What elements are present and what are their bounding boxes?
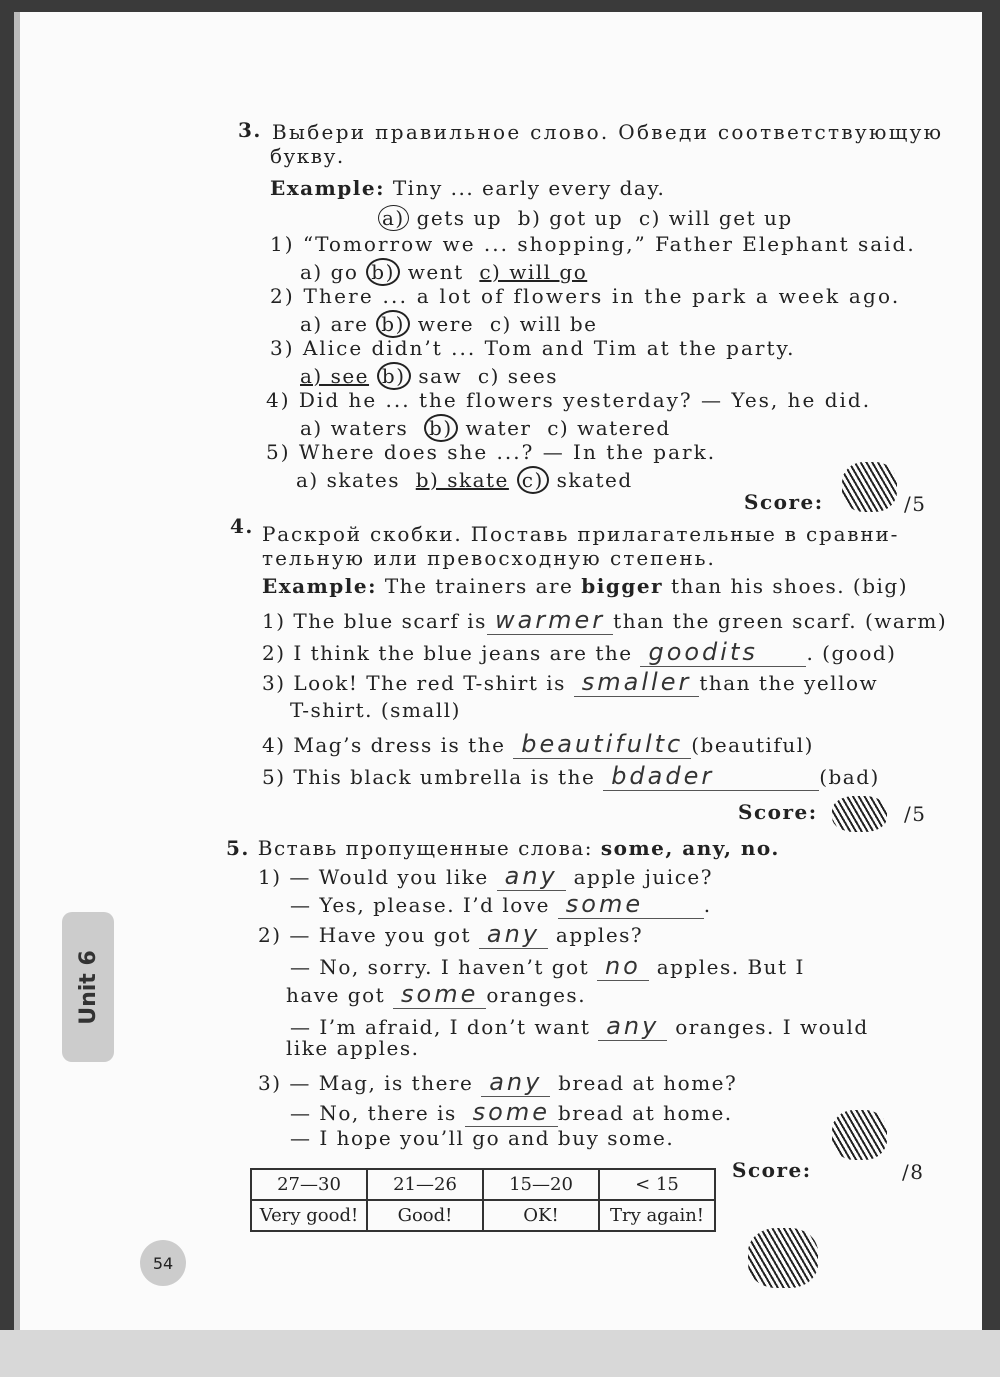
circled-option: b) [366, 258, 400, 286]
ex5-words: some, any, no. [600, 836, 780, 860]
answer-field[interactable]: some [465, 1098, 558, 1127]
option-c: c) will be [489, 312, 598, 336]
option-b: b) skate [415, 468, 509, 492]
score-scribble [842, 462, 897, 512]
unit-label: Unit 6 [75, 949, 101, 1025]
dialog-text: like apples. [286, 1036, 420, 1060]
dialog-text: bread at home? [558, 1071, 738, 1095]
sentence-text: 5) This black umbrella is the [262, 765, 596, 789]
score-label: Score: [732, 1158, 812, 1182]
answer-field[interactable]: any [598, 1012, 667, 1041]
dialog-text: . [703, 893, 712, 917]
page-number: 54 [152, 1253, 174, 1273]
sentence-text: T-shirt. (small) [290, 698, 461, 722]
option-c: c) watered [547, 416, 671, 440]
option-a: a) waters [300, 416, 409, 440]
dialog-text: — I’m afraid, I don’t want [290, 1015, 591, 1039]
grade-label: Try again! [599, 1200, 715, 1231]
sentence-text: (bad) [819, 765, 880, 789]
option-text: skated [556, 468, 633, 492]
dialog-text: 3) — Mag, is there [258, 1071, 474, 1095]
circled-option: b) [424, 414, 458, 442]
sentence-text: 3) Look! The red T-shirt is [262, 671, 566, 695]
option-text: were [417, 312, 475, 336]
answer-field[interactable]: any [479, 920, 548, 949]
answer-field[interactable]: no [597, 952, 649, 981]
question: 4) Did he ... the flowers yesterday? — Yes, he did. [266, 388, 872, 412]
dialog-text: 1) — Would you like [258, 865, 489, 889]
sentence-text: 1) The blue scarf is [262, 609, 487, 633]
ex3-title-cont: букву. [270, 144, 345, 168]
score-max: /8 [902, 1160, 925, 1184]
option-text: went [407, 260, 464, 284]
answer-field[interactable]: some [558, 890, 704, 919]
dialog-text: have got [286, 983, 386, 1007]
example-text: Tiny ... early every day. [392, 176, 666, 200]
option-text: b) got up [517, 206, 624, 230]
sentence-text: (beautiful) [691, 733, 814, 757]
option-text: gets up [416, 206, 503, 230]
question: 5) Where does she ...? — In the park. [266, 440, 717, 464]
answer-field[interactable]: goodits [640, 638, 806, 667]
score-max: /5 [904, 802, 927, 826]
example-label: Example: [270, 176, 385, 200]
grading-table [250, 1168, 716, 1232]
sentence-text: 4) Mag’s dress is the [262, 733, 506, 757]
example-text: than his shoes. (big) [670, 574, 909, 598]
ex5-number: 5. [226, 836, 250, 860]
dialog-text: oranges. [486, 983, 587, 1007]
option-text: water [465, 416, 532, 440]
score-label: Score: [738, 800, 818, 824]
ex4-title-cont: тельную или превосходную степень. [262, 546, 716, 570]
dialog-text: — No, sorry. I haven’t got [290, 955, 590, 979]
dialog-text: oranges. I would [675, 1015, 869, 1039]
answer-field[interactable]: warmer [487, 606, 613, 635]
grade-label: OK! [483, 1200, 599, 1231]
answer-field[interactable]: any [497, 862, 566, 891]
circled-option: b) [377, 362, 411, 390]
score-label: Score: [744, 490, 824, 514]
dialog-text: apples. But I [656, 955, 805, 979]
grade-range: 15—20 [483, 1169, 599, 1200]
example-label: Example: [262, 574, 377, 598]
option-a: a) are [300, 312, 369, 336]
score-scribble [832, 1110, 887, 1160]
dialog-text: — Yes, please. I’d love [290, 893, 550, 917]
grade-label: Very good! [251, 1200, 367, 1231]
ex5-title: Вставь пропущенные слова: [257, 836, 593, 860]
circled-option: a) [378, 205, 409, 231]
answer-field[interactable]: bdader [603, 762, 819, 791]
sentence-text: . (good) [806, 641, 897, 665]
score-max: /5 [904, 492, 927, 516]
grade-range: 27—30 [251, 1169, 367, 1200]
option-a: a) see [300, 364, 370, 388]
dialog-text: bread at home. [557, 1101, 733, 1125]
page-number-balloon [140, 1240, 186, 1286]
sentence-text: 2) I think the blue jeans are the [262, 641, 633, 665]
option-text: saw [418, 364, 463, 388]
answer-field[interactable]: beautifultc [513, 730, 691, 759]
option-c: c) will go [479, 260, 588, 284]
question: 1) “Tomorrow we ... shopping,” Father Elephant said. [270, 232, 916, 256]
question: 2) There ... a lot of flowers in the park a week ago. [270, 284, 901, 308]
example-text: The trainers are [384, 574, 574, 598]
answer-field[interactable]: smaller [574, 668, 700, 697]
example-answer: bigger [581, 574, 664, 598]
ex3-number: 3. [238, 118, 262, 142]
answer-field[interactable]: some [393, 980, 486, 1009]
ex4-number: 4. [230, 514, 254, 538]
dialog-text: — I hope you’ll go and buy some. [290, 1126, 675, 1150]
option-c: c) sees [477, 364, 558, 388]
unit-tab [62, 912, 114, 1062]
sentence-text: than the yellow [699, 671, 879, 695]
dialog-text: — No, there is [290, 1101, 457, 1125]
dialog-text: apple juice? [573, 865, 713, 889]
scan-edge [0, 1330, 1000, 1377]
dialog-text: apples? [555, 923, 644, 947]
sentence-text: than the green scarf. (warm) [613, 609, 948, 633]
grade-range: < 15 [599, 1169, 715, 1200]
circled-option: b) [376, 310, 410, 338]
ex3-title: Выбери правильное слово. Обведи соответствующую [272, 120, 944, 144]
option-text: c) will get up [638, 206, 793, 230]
option-a: a) go [300, 260, 359, 284]
option-a: a) skates [296, 468, 401, 492]
grade-range: 21—26 [367, 1169, 483, 1200]
grade-label: Good! [367, 1200, 483, 1231]
answer-field[interactable]: any [481, 1068, 550, 1097]
scribble-mark [748, 1228, 818, 1288]
ex4-title: Раскрой скобки. Поставь прилагательные в сравни- [262, 522, 900, 546]
circled-option: c) [517, 466, 549, 494]
dialog-text: 2) — Have you got [258, 923, 472, 947]
question: 3) Alice didn’t ... Tom and Tim at the party. [270, 336, 796, 360]
score-scribble [832, 796, 887, 832]
